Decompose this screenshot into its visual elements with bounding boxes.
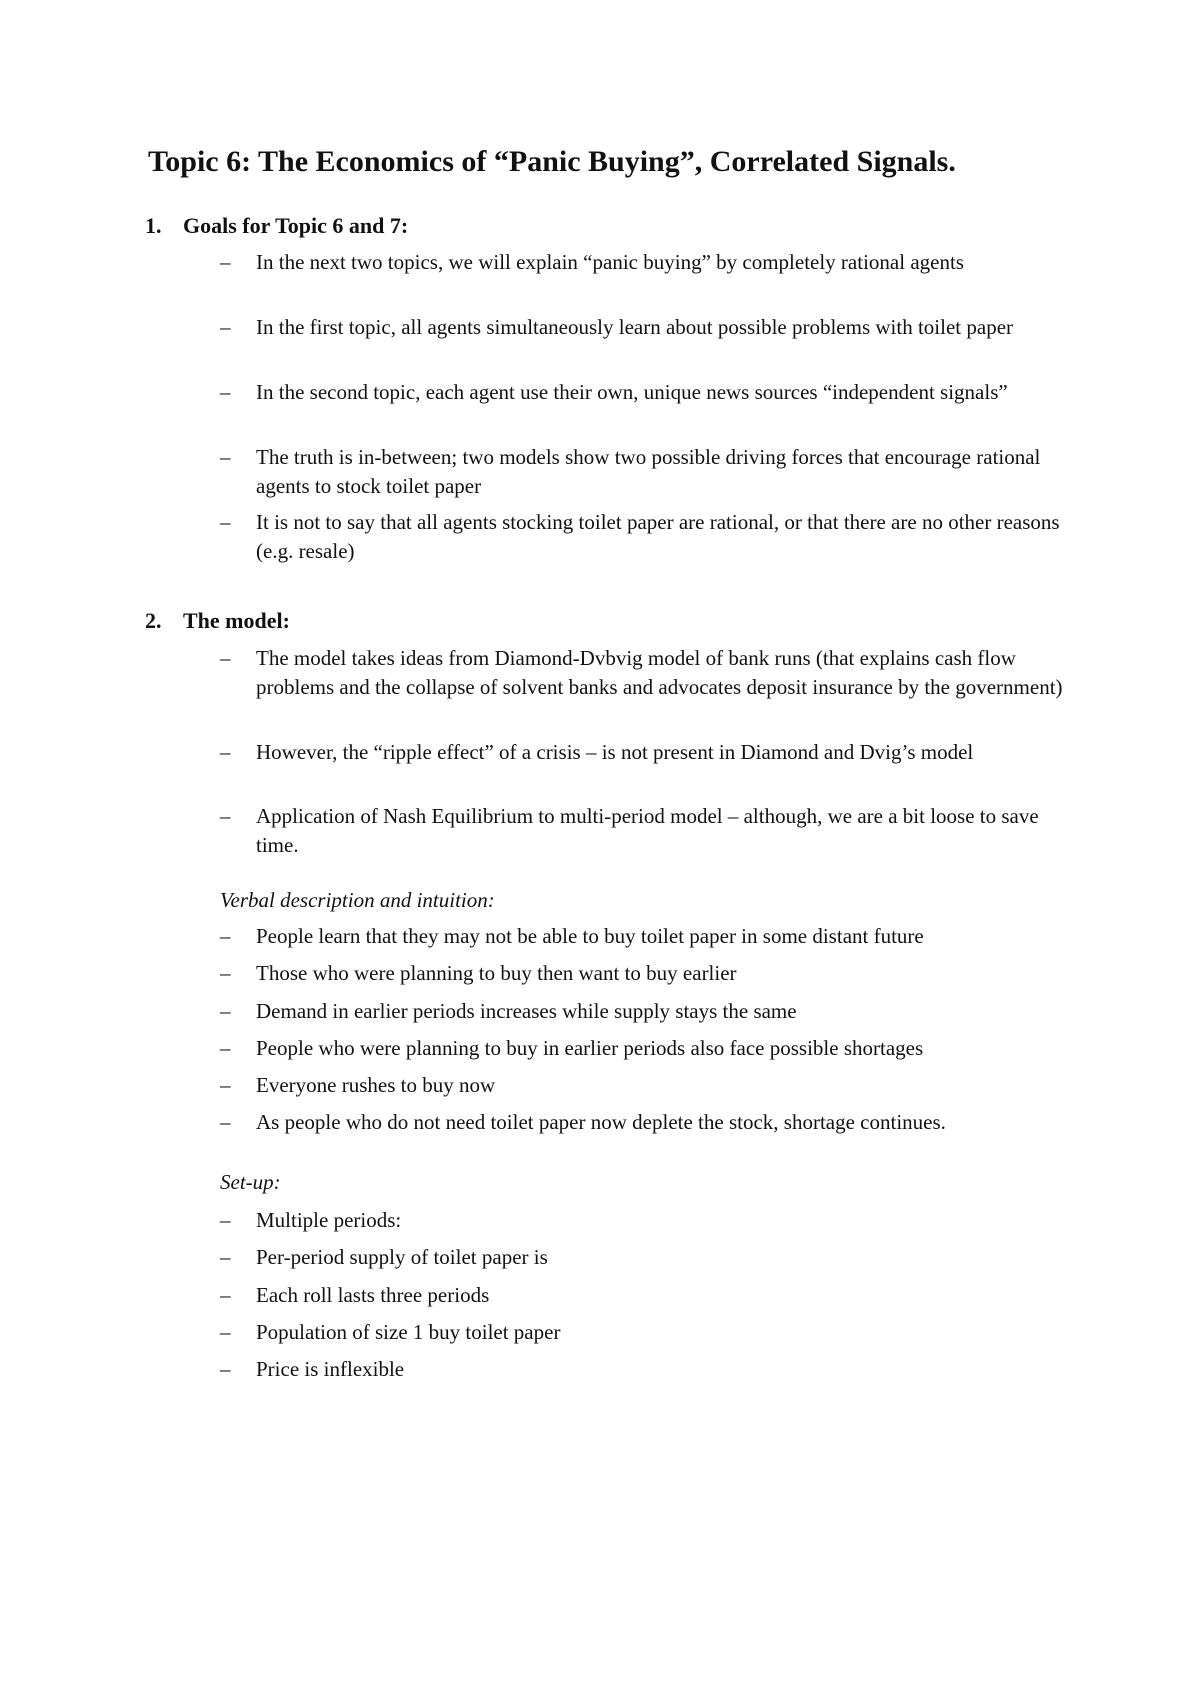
- list-item-text: Those who were planning to buy then want to buy earlier: [256, 961, 737, 985]
- list-item-text: Population of size 1 buy toilet paper: [256, 1320, 561, 1344]
- dash-bullet-icon: –: [220, 1283, 231, 1307]
- list-item: [220, 1318, 1070, 1347]
- dash-bullet-icon: –: [220, 646, 231, 670]
- list-item: [220, 1281, 1070, 1310]
- list-item-text: Price is inflexible: [256, 1357, 405, 1381]
- dash-bullet-icon: –: [220, 250, 231, 274]
- dash-bullet-icon: –: [220, 999, 231, 1023]
- list-item-text: The truth is in-between; two models show two possible driving forces that encourage rational agents to stock toilet paper: [256, 445, 1041, 498]
- section-number: 2.: [145, 608, 162, 633]
- dash-bullet-icon: –: [220, 1320, 231, 1344]
- list-item-text: Everyone rushes to buy now: [256, 1073, 496, 1097]
- dash-bullet-icon: –: [220, 1036, 231, 1060]
- list-item: [220, 1206, 1070, 1235]
- list-item-text: People who were planning to buy in earlier periods also face possible shortages: [256, 1036, 924, 1060]
- subheading-setup: Set-up:: [220, 1170, 281, 1194]
- list-item-text: Multiple periods:: [256, 1208, 402, 1232]
- dash-bullet-icon: –: [220, 1245, 231, 1269]
- dash-bullet-icon: –: [220, 804, 231, 828]
- dash-bullet-icon: –: [220, 740, 231, 764]
- subheading-verbal: Verbal description and intuition:: [220, 888, 495, 912]
- list-item: [220, 644, 1070, 702]
- list-item: [220, 313, 1070, 342]
- dash-bullet-icon: –: [220, 1208, 231, 1232]
- dash-bullet-icon: –: [220, 315, 231, 339]
- list-item: [220, 922, 1070, 951]
- list-item-text: Demand in earlier periods increases while supply stays the same: [256, 999, 797, 1023]
- list-item: [220, 378, 1070, 407]
- list-item: [220, 1108, 1070, 1137]
- list-item-text: Per-period supply of toilet paper is: [256, 1245, 548, 1269]
- section-title: Goals for Topic 6 and 7:: [183, 213, 409, 238]
- list-item: [220, 802, 1070, 860]
- section-heading-goals: [145, 213, 408, 239]
- list-item: [220, 1071, 1070, 1100]
- dash-bullet-icon: –: [220, 380, 231, 404]
- list-item-text: Each roll lasts three periods: [256, 1283, 490, 1307]
- list-item: [220, 443, 1070, 501]
- list-item: [220, 508, 1070, 566]
- dash-bullet-icon: –: [220, 1110, 231, 1134]
- list-item-text: However, the “ripple effect” of a crisis – is not present in Diamond and Dvig’s model: [256, 740, 974, 764]
- list-item-text: In the second topic, each agent use their own, unique news sources “independent signals”: [256, 380, 1008, 404]
- dash-bullet-icon: –: [220, 1357, 231, 1381]
- dash-bullet-icon: –: [220, 924, 231, 948]
- list-item-text: It is not to say that all agents stocking toilet paper are rational, or that there are no other reasons (e.g. resale): [256, 510, 1060, 563]
- list-item-text: People learn that they may not be able to buy toilet paper in some distant future: [256, 924, 924, 948]
- list-item-text: In the first topic, all agents simultaneously learn about possible problems with toilet paper: [256, 315, 1014, 339]
- list-item: [220, 248, 1070, 277]
- page-title: Topic 6: The Economics of “Panic Buying”, Correlated Signals.: [148, 145, 956, 178]
- list-item: [220, 1355, 1070, 1384]
- list-item-text: Application of Nash Equilibrium to multi-period model – although, we are a bit loose to save time.: [256, 804, 1039, 857]
- list-item: [220, 997, 1070, 1026]
- list-item-text: As people who do not need toilet paper now deplete the stock, shortage continues.: [256, 1110, 946, 1134]
- list-item-text: In the next two topics, we will explain “panic buying” by completely rational agents: [256, 250, 964, 274]
- list-item: [220, 959, 1070, 988]
- section-number: 1.: [145, 213, 162, 238]
- list-item: [220, 738, 1070, 767]
- section-heading-model: [145, 608, 290, 634]
- dash-bullet-icon: –: [220, 1073, 231, 1097]
- dash-bullet-icon: –: [220, 510, 231, 534]
- dash-bullet-icon: –: [220, 961, 231, 985]
- list-item: [220, 1034, 1070, 1063]
- list-item-text: The model takes ideas from Diamond-Dvbvig model of bank runs (that explains cash flow problems and the collapse of solvent banks and advocates deposit insurance by the government): [256, 646, 1063, 699]
- dash-bullet-icon: –: [220, 445, 231, 469]
- section-title: The model:: [183, 608, 290, 633]
- list-item: [220, 1243, 1070, 1272]
